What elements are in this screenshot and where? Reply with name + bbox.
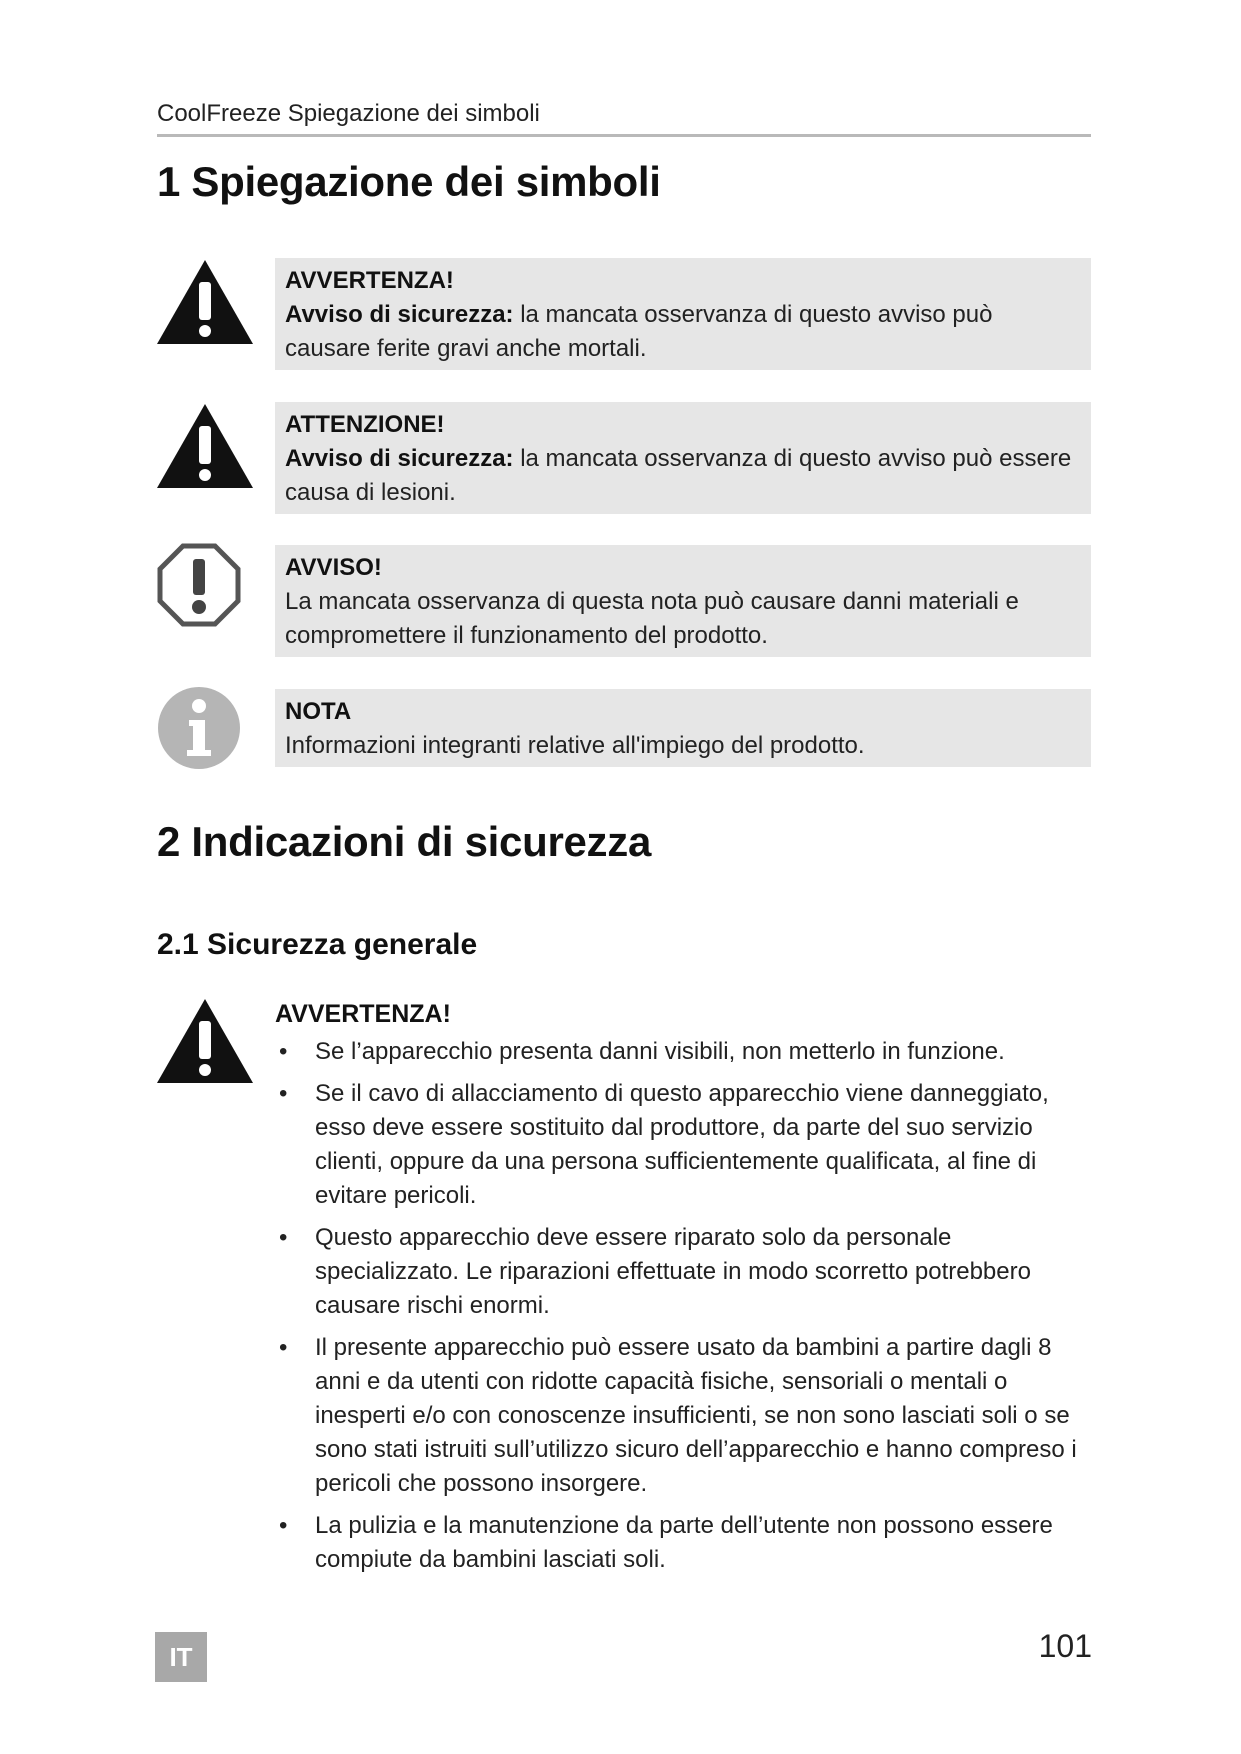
list-item: [275, 1509, 1100, 1577]
bullet-marker: •: [279, 1080, 288, 1107]
safety-bullet-list: [275, 1035, 1100, 1577]
symbol-text: la mancata osservanza di questo avviso può essere causa di lesioni.: [285, 445, 1072, 506]
list-item: [275, 1221, 1100, 1323]
list-item-text: Il presente apparecchio può essere usato da bambini a partire dagli 8 anni e da utenti con ridotte capacità fisiche, sensoriali o mentali o inesperti e/o con conoscenze insufficienti, se non sono lasciati soli o se sono stati istruiti sull’utilizzo sicuro dell’apparecchio e hanno compreso i pericoli che possono insorgere.: [315, 1334, 1077, 1497]
list-item: [275, 1035, 1100, 1069]
bullet-marker: •: [279, 1224, 288, 1251]
warning-triangle-icon: [155, 402, 255, 492]
symbol-box-avviso: [275, 545, 1091, 657]
octagon-exclamation-icon: [157, 543, 241, 627]
symbol-lead: Avviso di sicurezza:: [285, 445, 514, 472]
list-item-text: Se l’apparecchio presenta danni visibili, non metterlo in funzione.: [315, 1038, 1005, 1065]
list-item-text: La pulizia e la manutenzione da parte dell’utente non possono essere compiute da bambini lasciati soli.: [315, 1512, 1053, 1573]
symbol-title: AVVERTENZA!: [285, 267, 454, 294]
symbol-title: AVVISO!: [285, 554, 382, 581]
symbol-description: [285, 442, 1081, 510]
symbol-box-nota: [275, 689, 1091, 767]
symbol-title: ATTENZIONE!: [285, 411, 445, 438]
symbol-box-avvertenza: [275, 258, 1091, 370]
symbol-title: NOTA: [285, 698, 352, 725]
warning-triangle-icon: [155, 997, 255, 1087]
running-header: CoolFreeze Spiegazione dei simboli: [157, 100, 1091, 137]
symbol-box-attenzione: [275, 402, 1091, 514]
page-number: 101: [1038, 1628, 1092, 1664]
symbol-description: [285, 298, 1081, 366]
symbol-description: Informazioni integranti relative all'impiego del prodotto.: [285, 732, 865, 759]
symbol-description: La mancata osservanza di questa nota può causare danni materiali e compromettere il funzionamento del prodotto.: [285, 588, 1019, 649]
subsection-heading: 2.1 Sicurezza generale: [157, 928, 478, 961]
general-safety-warning: [275, 1000, 1100, 1585]
section-2-heading: 2 Indicazioni di sicurezza: [157, 818, 652, 865]
list-item: [275, 1077, 1100, 1213]
language-badge: IT: [155, 1632, 207, 1682]
bullet-marker: •: [279, 1512, 288, 1539]
section-1-heading: 1 Spiegazione dei simboli: [157, 158, 661, 205]
bullet-marker: •: [279, 1334, 288, 1361]
bullet-marker: •: [279, 1038, 288, 1065]
list-item-text: Se il cavo di allacciamento di questo apparecchio viene danneggiato, esso deve essere sostituito dal produttore, da parte del suo servizio clienti, oppure da una persona sufficientemente qualificata, al fine di evitare pericoli.: [315, 1080, 1049, 1209]
warning-title: AVVERTENZA!: [275, 1000, 451, 1028]
list-item-text: Questo apparecchio deve essere riparato solo da personale specializzato. Le riparazioni effettuate in modo scorretto potrebbero causare rischi enormi.: [315, 1224, 1031, 1319]
info-circle-icon: [157, 686, 241, 770]
symbol-lead: Avviso di sicurezza:: [285, 301, 514, 328]
symbol-text: la mancata osservanza di questo avviso può causare ferite gravi anche mortali.: [285, 301, 993, 362]
list-item: [275, 1331, 1100, 1501]
warning-triangle-icon: [155, 258, 255, 348]
